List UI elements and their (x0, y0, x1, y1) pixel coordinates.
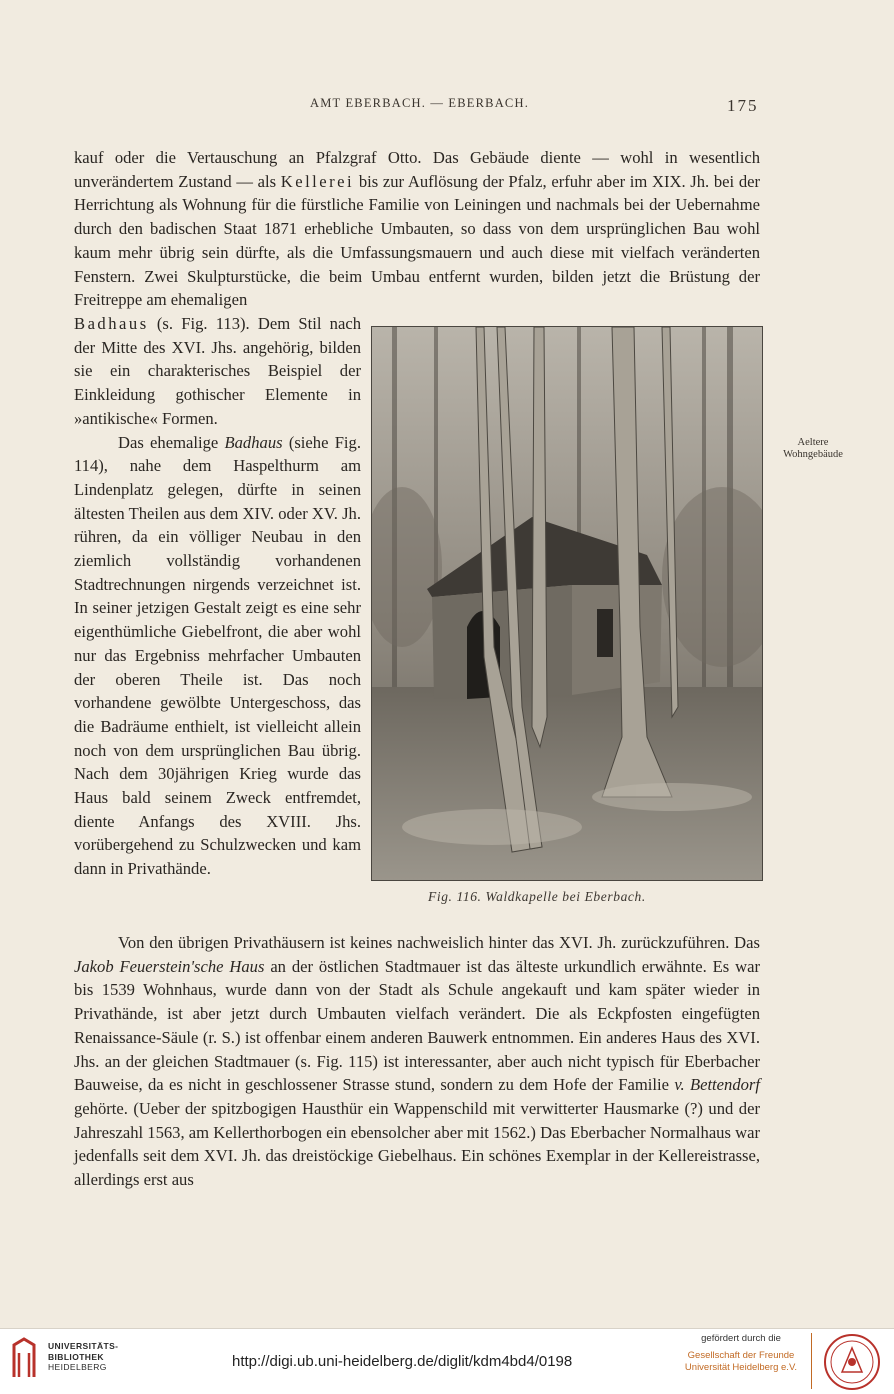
paragraph-text: (siehe Fig. 114), nahe dem Haspelthurm am Lindenplatz gelegen, dürfte in seinen ältesten Theilen aus dem XIV. oder XV. Jh. rühren, da ein völliger Neubau in den ziemlich vollständig vorhandenen Stadtrechnungen nirgends verzeichnet ist. In seiner jetzigen Gestalt zeigt es eine sehr eigenthümliche Giebelfront, die aber wohl nur das Ergebniss mehrfacher Umbauten der oberen Theile ist. Das noch vorhandene gewölbte Untergeschoss, das die Badräume enthielt, ist vielleicht allein noch von dem ursprünglichen Bau übrig. Nach dem 30jährigen Krieg wurde das Haus bald seinem Zweck entfremdet, diente Anfangs des XVIII. Jhs. vorübergehend zu Schulzwecken und kam dann in Privathände. (74, 432, 361, 879)
society-seal-icon (822, 1332, 882, 1392)
paragraph-text: (s. Fig. 113). Dem Stil nach der Mitte des XVI. Jhs. angehörig, bilden sie ein charakterisches Beispiel der Einkleidung gothischer Elemente in »antikische« Formen. (74, 314, 362, 428)
digitization-footer (0, 1328, 894, 1394)
paragraph-text: bis zur Auflösung der Pfalz, erfuhr aber im XIX. Jh. bei der Herrichtung als Wohnung für die fürstliche Familie von Leiningen und nachmals bei der Uebernahme durch den badischen Staat 1871 erhebliche Umbauten, so dass von dem ursprünglichen Bau wohl kaum mehr übrig sein dürfte, als die Umfassungsmauern und auch diese mit vielfach veränderten Fenstern. Zwei Skulpturstücke, die beim Umbau entfernt wurden, bilden jetzt die Brüstung der Freitreppe am ehemaligen (74, 171, 761, 310)
italic-bettendorf: v. Bettendorf (674, 1075, 760, 1095)
footer-divider (811, 1333, 812, 1389)
paragraph-continuation (74, 312, 361, 431)
sponsor-note: gefördert durch die Gesellschaft der Freunde Universität Heidelberg e.V. (684, 1333, 798, 1373)
running-head: AMT EBERBACH. — EBERBACH. (310, 96, 530, 110)
paragraph-privathaeuser (74, 931, 760, 1192)
permalink-url[interactable]: http://digi.ub.uni-heidelberg.de/diglit/kdm4bd4/0198 (232, 1353, 573, 1370)
italic-feuerstein: Jakob Feuerstein'sche Haus (74, 956, 265, 976)
paragraph-text: Das ehemalige (118, 432, 219, 452)
paragraph-kellerei (74, 146, 760, 312)
paragraph-text: kauf oder die Vertauschung an Pfalzgraf Otto. Das Gebäude diente — wohl in wesentlich unverändertem Zustand — als (74, 148, 760, 191)
paragraph-text: an der östlichen Stadtmauer ist das älteste urkundlich erwähnte. Es war bis 1539 Wohnhaus, wurde dann von der Stadt als Schule angekauft und kam später wieder in Privathände, ist aber jetzt durch Umbauten vielfach verändert. Die als Eckpfosten eingefügten Renaissance-Säule (r. S.) ist offenbar einem anderen Bauwerk entnommen. Ein anderes Haus des XVI. Jhs. an der gleichen Stadtmauer (s. Fig. 115) ist interessanter, aber auch nicht typisch für Eberbacher Bauweise, da es nicht in geschlossener Strasse stund, sondern zu dem Hofe der Familie (74, 956, 760, 1095)
marginal-line: Aeltere (797, 437, 829, 448)
figure-photo-waldkapelle (371, 326, 763, 881)
page-number: 175 (727, 96, 759, 115)
italic-badhaus: Badhaus (224, 432, 283, 452)
marginal-line: Wohngebäude (783, 449, 843, 460)
emphasis-badhaus: Badhaus (74, 314, 149, 333)
paragraph-badhaus (74, 431, 361, 881)
marginal-note (772, 437, 854, 461)
university-library-logo-icon (10, 1337, 38, 1381)
figure-caption: Fig. 116. Waldkapelle bei Eberbach. (428, 889, 646, 904)
paragraph-text: gehörte. (Ueber der spitzbogigen Hausthür ein Wappenschild mit verwitterter Hausmarke (?) und der Jahreszahl 1563, am Kellerthorbogen ein ebensolcher aber mit 1562.) Das Eberbacher Normalhaus war jedenfalls seit dem XVI. Jh. das dreistöckige Giebelhaus. Ein schönes Exemplar in der Kellereistrasse, allerdings erst aus (74, 1098, 760, 1190)
emphasis-kellerei: Kellerei (280, 171, 355, 191)
library-name: UNIVERSITÄTS- BIBLIOTHEK HEIDELBERG (48, 1341, 119, 1372)
paragraph-text: Von den übrigen Privathäusern ist keines nachweislich hinter das XVI. Jh. zurückzuführen. Das (118, 933, 760, 952)
narrow-text-column (74, 312, 361, 881)
